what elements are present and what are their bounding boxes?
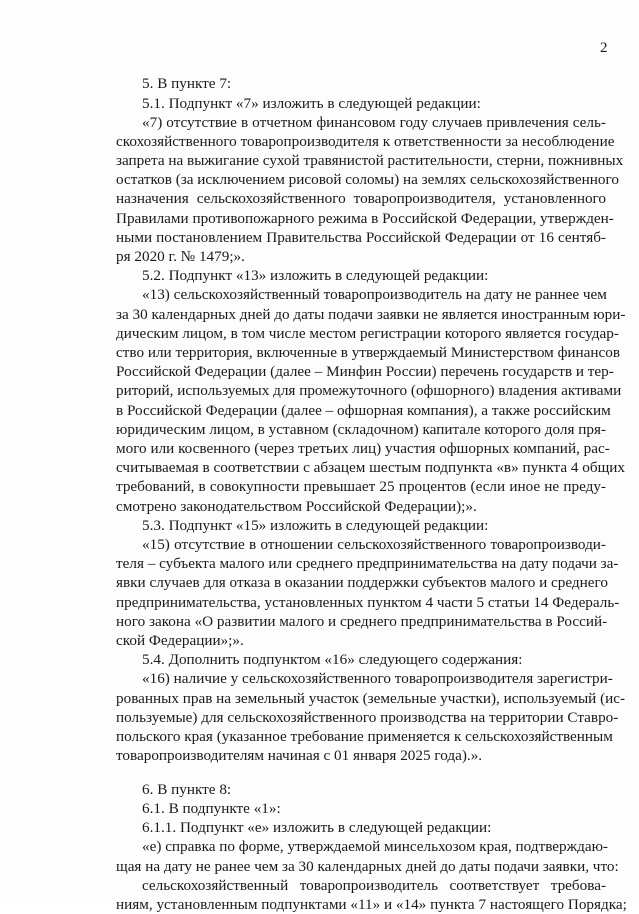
text-line: требований, в совокупности превышает 25 процентов (если иное не преду- [116, 478, 606, 495]
text-line: теля – субъекта малого или среднего предпринимательства на дату подачи за- [116, 555, 619, 572]
text-line: 5.3. Подпункт «15» изложить в следующей редакции: [142, 517, 489, 534]
text-line: 6.1.1. Подпункт «е» изложить в следующей редакции: [142, 819, 492, 836]
text-line: остатков (за исключением рисовой соломы) на землях сельскохозяйственного [116, 171, 619, 188]
text-line: щая на дату не ранее чем за 30 календарных дней до даты подачи заявки, что: [116, 858, 619, 875]
text-line: сельскохозяйственный товаропроизводитель соответствует требова- [142, 877, 606, 894]
text-line: рованных прав на земельный участок (земельные участки), используемый (ис- [116, 690, 626, 707]
text-line: мого или косвенного (через третьих лиц) участия офшорных компаний, рас- [116, 440, 610, 457]
text-line: ство или территория, включенные в утверждаемый Министерством финансов [116, 344, 621, 361]
text-line: «15) отсутствие в отношении сельскохозяйственного товаропроизводи- [142, 536, 606, 553]
text-line: польского края (указанное требование применяется к сельскохозяйственным [116, 728, 613, 745]
text-line: в Российской Федерации (далее – офшорная компания), а также российским [116, 402, 611, 419]
text-line: ного закона «О развитии малого и среднего предпринимательства в Россий- [116, 613, 608, 630]
text-line: «16) наличие у сельскохозяйственного товаропроизводителя зарегистри- [142, 670, 613, 687]
text-line: «7) отсутствие в отчетном финансовом году случаев привлечения сель- [142, 114, 606, 131]
text-line: Правилами противопожарного режима в Российской Федерации, утвержден- [116, 210, 614, 227]
text-line: ской Федерации»;». [116, 632, 244, 649]
text-line: 5.1. Подпункт «7» изложить в следующей редакции: [142, 95, 481, 112]
text-line: назначения сельскохозяйственного товаропроизводителя, установленного [116, 190, 606, 207]
text-line: 5.4. Дополнить подпунктом «16» следующего содержания: [142, 651, 523, 668]
text-line: юридическим лицом, в уставном (складочном) капитале которого доля пря- [116, 421, 606, 438]
text-line: смотрено законодательством Российской Федерации);». [116, 498, 477, 515]
text-line: пользуемые) для сельскохозяйственного производства на территории Ставро- [116, 709, 619, 726]
text-line: 6. В пункте 8: [142, 781, 232, 798]
text-line: 5.2. Подпункт «13» изложить в следующей редакции: [142, 267, 489, 284]
text-line: ря 2020 г. № 1479;». [116, 248, 245, 265]
text-line: предпринимательства, установленных пунктом 4 части 5 статьи 14 Федераль- [116, 594, 620, 611]
text-line: 6.1. В подпункте «1»: [142, 800, 281, 817]
text-line: запрета на выжигание сухой травянистой растительности, стерни, пожнивных [116, 152, 624, 169]
text-line: скохозяйственного товаропроизводителя к ответственности за несоблюдение [116, 133, 615, 150]
page-number: 2 [600, 40, 608, 56]
text-line: Российской Федерации (далее – Минфин России) перечень государств и тер- [116, 363, 614, 380]
text-line: ниям, установленным подпунктами «11» и «14» пункта 7 настоящего Порядка; [116, 896, 627, 913]
text-line: 5. В пункте 7: [142, 75, 232, 92]
text-line: считываемая в соответствии с абзацем шестым подпункта «в» пункта 4 общих [116, 459, 626, 476]
text-line: ными постановлением Правительства Российской Федерации от 16 сентяб- [116, 229, 606, 246]
text-line: за 30 календарных дней до даты подачи заявки не является иностранным юри- [116, 306, 626, 323]
text-line: риторий, используемых для промежуточного (офшорного) владения активами [116, 382, 622, 399]
text-line: «е) справка по форме, утверждаемой минсельхозом края, подтверждаю- [142, 838, 608, 855]
text-line: дическим лицом, в том числе местом регистрации которого является государ- [116, 325, 619, 342]
text-line: товаропроизводителям начиная с 01 января 2025 года).». [116, 747, 483, 764]
text-line: «13) сельскохозяйственный товаропроизводитель на дату не раннее чем [142, 286, 607, 303]
text-line: явки случаев для отказа в оказании поддержки субъектов малого и среднего [116, 574, 608, 591]
